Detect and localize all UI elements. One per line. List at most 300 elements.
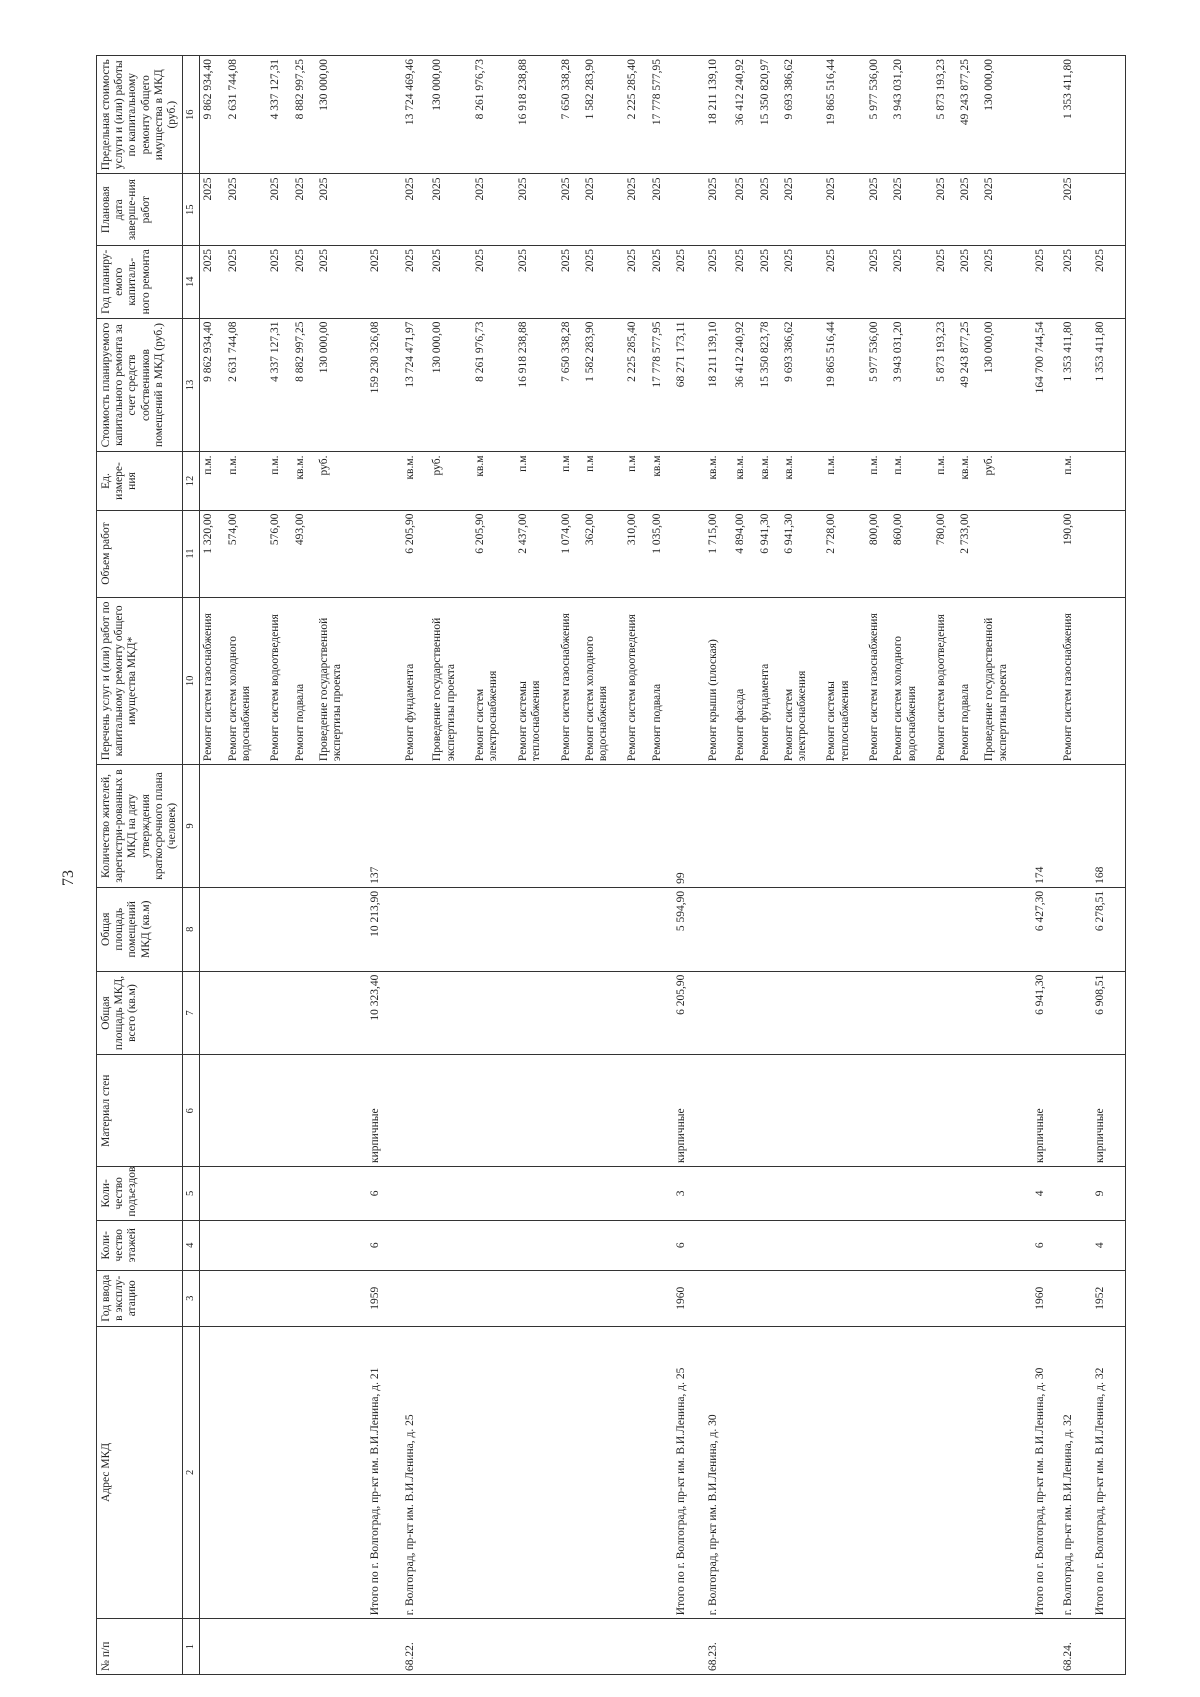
cell-volume [359, 510, 394, 597]
cell-unit: руб. [316, 452, 359, 510]
cell-entrances [429, 1167, 472, 1221]
cell-wall-material [200, 1055, 225, 1167]
cell-work-type: Ремонт систем газоснабжения [558, 597, 582, 764]
cell-residents [200, 765, 225, 888]
cell-wall-material: кирпичные [1024, 1055, 1059, 1167]
cell-work-type: Ремонт систем холодного водоснабжения [225, 597, 268, 764]
table-filler-row [1119, 56, 1125, 1675]
cell-premises-area [515, 887, 558, 971]
table-row [933, 56, 957, 1675]
cell-limit-cost [359, 56, 394, 175]
cell-work-type: Ремонт подвала [957, 597, 981, 764]
cell-floors [225, 1220, 268, 1270]
cell-unit: кв.м. [697, 452, 732, 510]
cell-wall-material [472, 1055, 515, 1167]
cell-address: Итого по г. Волгоград, пр-кт им. В.И.Ленина, д. 25 [673, 1326, 697, 1619]
cell-unit [1084, 452, 1119, 510]
cell-cost: 130 000,00 [981, 318, 1024, 452]
cell-cost: 13 724 471,97 [394, 318, 429, 452]
cell-unit: п.м. [933, 452, 957, 510]
cell-residents [267, 765, 291, 888]
cell-repair-year: 2025 [732, 245, 756, 318]
cell-total-area [933, 971, 957, 1055]
cell-repair-year: 2025 [866, 245, 890, 318]
cell-repair-year: 2025 [1084, 245, 1119, 318]
cell-floors [1060, 1220, 1084, 1270]
cell-address [757, 1326, 781, 1619]
cell-residents [697, 765, 732, 888]
cell-unit: п.м [558, 452, 582, 510]
cell-residents [823, 765, 866, 888]
cell-year-built [1060, 1270, 1084, 1326]
cell-premises-area [225, 887, 268, 971]
col-number: 3 [183, 1270, 200, 1326]
cell-volume: 2 733,00 [957, 510, 981, 597]
table-row [292, 56, 316, 1675]
cell-limit-cost: 130 000,00 [429, 56, 472, 175]
cell-work-type [1084, 597, 1119, 764]
cell-end-date: 2025 [292, 174, 316, 245]
cell-volume: 190,00 [1060, 510, 1084, 597]
cell-cost: 5 977 536,00 [866, 318, 890, 452]
cell-end-date: 2025 [316, 174, 359, 245]
cell-floors [781, 1220, 824, 1270]
cell-end-date [359, 174, 394, 245]
page-number-area [60, 55, 94, 1675]
cell-wall-material [757, 1055, 781, 1167]
col-header: Коли-чество подъездов [97, 1167, 183, 1221]
cell-work-type: Ремонт систем электроснабжения [781, 597, 824, 764]
cell-volume [1024, 510, 1059, 597]
col-number: 11 [183, 510, 200, 597]
cell-address [933, 1326, 957, 1619]
cell-limit-cost: 9 862 934,40 [200, 56, 225, 175]
cell-premises-area [558, 887, 582, 971]
cell-end-date: 2025 [732, 174, 756, 245]
cell-year-built: 1959 [359, 1270, 394, 1326]
cell-floors [757, 1220, 781, 1270]
table-row [781, 56, 824, 1675]
cell-total-area [225, 971, 268, 1055]
cell-total-area [394, 971, 429, 1055]
cell-residents [394, 765, 429, 888]
cell-end-date: 2025 [267, 174, 291, 245]
table-row [472, 56, 515, 1675]
cell-unit: кв.м [649, 452, 673, 510]
cell-entrances [981, 1167, 1024, 1221]
cell-volume: 2 437,00 [515, 510, 558, 597]
cell-number [1084, 1619, 1119, 1675]
cell-total-area: 6 941,30 [1024, 971, 1059, 1055]
cell-premises-area [200, 887, 225, 971]
cell-year-built: 1960 [673, 1270, 697, 1326]
cell-work-type: Ремонт систем холодного водоснабжения [582, 597, 625, 764]
cell-cost: 2 225 285,40 [624, 318, 648, 452]
cell-cost: 18 211 139,10 [697, 318, 732, 452]
cell-floors [267, 1220, 291, 1270]
cell-year-built [316, 1270, 359, 1326]
cell-premises-area [429, 887, 472, 971]
cell-floors: 4 [1084, 1220, 1119, 1270]
cell-number [890, 1619, 933, 1675]
cell-unit [359, 452, 394, 510]
cell-address: Итого по г. Волгоград, пр-кт им. В.И.Ленина, д. 21 [359, 1326, 394, 1619]
cell-limit-cost: 19 865 516,44 [823, 56, 866, 175]
cell-limit-cost: 17 778 577,95 [649, 56, 673, 175]
cell-residents [582, 765, 625, 888]
cell-end-date: 2025 [890, 174, 933, 245]
col-header: Плановая дата заверше-ния работ [97, 174, 183, 245]
cell-year-built [582, 1270, 625, 1326]
cell-repair-year: 2025 [673, 245, 697, 318]
cell-cost: 1 353 411,80 [1060, 318, 1084, 452]
cell-floors [558, 1220, 582, 1270]
table-row [316, 56, 359, 1675]
cell-entrances [866, 1167, 890, 1221]
cell-number [515, 1619, 558, 1675]
table-row [823, 56, 866, 1675]
table-row [1024, 56, 1059, 1675]
cell-entrances: 4 [1024, 1167, 1059, 1221]
cell-premises-area [582, 887, 625, 971]
cell-premises-area [394, 887, 429, 971]
cell-premises-area [781, 887, 824, 971]
cell-cost: 15 350 823,78 [757, 318, 781, 452]
col-number: 14 [183, 245, 200, 318]
cell-number: 68.24. [1060, 1619, 1084, 1675]
cell-number [624, 1619, 648, 1675]
cell-end-date: 2025 [1060, 174, 1084, 245]
cell-volume: 310,00 [624, 510, 648, 597]
cell-limit-cost: 36 412 240,92 [732, 56, 756, 175]
cell-premises-area [1060, 887, 1084, 971]
cell-residents [781, 765, 824, 888]
table-row [757, 56, 781, 1675]
cell-year-built [515, 1270, 558, 1326]
cell-volume: 4 894,00 [732, 510, 756, 597]
cell-repair-year: 2025 [649, 245, 673, 318]
cell-residents [757, 765, 781, 888]
cell-floors [292, 1220, 316, 1270]
cell-residents [624, 765, 648, 888]
cell-total-area [697, 971, 732, 1055]
cell-number [316, 1619, 359, 1675]
table-row [267, 56, 291, 1675]
cell-year-built [267, 1270, 291, 1326]
cell-number [292, 1619, 316, 1675]
cell-repair-year: 2025 [429, 245, 472, 318]
cell-repair-year: 2025 [757, 245, 781, 318]
cell-work-type: Ремонт систем газоснабжения [1060, 597, 1084, 764]
cell-cost: 2 631 744,08 [225, 318, 268, 452]
cell-address [225, 1326, 268, 1619]
col-number: 8 [183, 887, 200, 971]
cell-end-date [1084, 174, 1119, 245]
cell-end-date: 2025 [582, 174, 625, 245]
col-header: Количество жителей, зарегистри-рованных в МКД на дату утверждения краткосрочного плана (человек) [97, 765, 183, 888]
cell-volume [1084, 510, 1119, 597]
cell-limit-cost: 130 000,00 [981, 56, 1024, 175]
cell-total-area [472, 971, 515, 1055]
cell-number [1024, 1619, 1059, 1675]
cell-total-area [732, 971, 756, 1055]
cell-floors [981, 1220, 1024, 1270]
cell-wall-material [624, 1055, 648, 1167]
cell-wall-material: кирпичные [359, 1055, 394, 1167]
cell-floors [957, 1220, 981, 1270]
cell-year-built [757, 1270, 781, 1326]
cell-cost: 9 693 386,62 [781, 318, 824, 452]
cell-repair-year: 2025 [1060, 245, 1084, 318]
table-row [1084, 56, 1119, 1675]
repair-plan-table [96, 55, 1126, 1675]
empty-cell [1119, 597, 1125, 764]
cell-number [472, 1619, 515, 1675]
cell-wall-material [558, 1055, 582, 1167]
cell-floors [624, 1220, 648, 1270]
cell-year-built [558, 1270, 582, 1326]
cell-entrances [292, 1167, 316, 1221]
cell-work-type [1024, 597, 1059, 764]
cell-floors [649, 1220, 673, 1270]
cell-floors: 6 [359, 1220, 394, 1270]
cell-residents [472, 765, 515, 888]
cell-volume [429, 510, 472, 597]
cell-cost: 36 412 240,92 [732, 318, 756, 452]
cell-volume [316, 510, 359, 597]
cell-total-area [316, 971, 359, 1055]
empty-cell [1119, 1270, 1125, 1326]
cell-premises-area [957, 887, 981, 971]
cell-entrances [823, 1167, 866, 1221]
cell-unit: п.м [515, 452, 558, 510]
cell-floors [866, 1220, 890, 1270]
cell-work-type [359, 597, 394, 764]
cell-cost: 130 000,00 [316, 318, 359, 452]
cell-year-built [200, 1270, 225, 1326]
cell-address [957, 1326, 981, 1619]
cell-number [781, 1619, 824, 1675]
cell-premises-area [890, 887, 933, 971]
cell-volume: 1 035,00 [649, 510, 673, 597]
cell-unit: кв.м. [757, 452, 781, 510]
cell-unit: руб. [981, 452, 1024, 510]
cell-entrances [757, 1167, 781, 1221]
cell-cost: 159 230 326,08 [359, 318, 394, 452]
cell-entrances [781, 1167, 824, 1221]
cell-work-type: Ремонт фасада [732, 597, 756, 764]
table-row [890, 56, 933, 1675]
cell-unit: кв.м. [781, 452, 824, 510]
cell-repair-year: 2025 [292, 245, 316, 318]
cell-repair-year: 2025 [933, 245, 957, 318]
cell-entrances [316, 1167, 359, 1221]
cell-entrances [200, 1167, 225, 1221]
cell-limit-cost: 7 650 338,28 [558, 56, 582, 175]
empty-cell [1119, 1619, 1125, 1675]
cell-wall-material [292, 1055, 316, 1167]
cell-entrances [582, 1167, 625, 1221]
cell-wall-material [981, 1055, 1024, 1167]
cell-floors [515, 1220, 558, 1270]
cell-limit-cost: 13 724 469,46 [394, 56, 429, 175]
cell-premises-area [267, 887, 291, 971]
cell-residents [515, 765, 558, 888]
table-row [359, 56, 394, 1675]
col-number: 13 [183, 318, 200, 452]
cell-total-area [200, 971, 225, 1055]
cell-number [981, 1619, 1024, 1675]
cell-entrances [515, 1167, 558, 1221]
cell-wall-material [957, 1055, 981, 1167]
cell-residents [429, 765, 472, 888]
col-header: Перечень услуг и (или) работ по капитальному ремонту общего имущества МКД* [97, 597, 183, 764]
cell-limit-cost: 18 211 139,10 [697, 56, 732, 175]
cell-floors [732, 1220, 756, 1270]
cell-unit: п.м [624, 452, 648, 510]
cell-number: 68.22. [394, 1619, 429, 1675]
cell-address [582, 1326, 625, 1619]
col-number: 15 [183, 174, 200, 245]
cell-wall-material [515, 1055, 558, 1167]
cell-entrances [225, 1167, 268, 1221]
col-number: 12 [183, 452, 200, 510]
cell-work-type: Ремонт фундамента [757, 597, 781, 764]
cell-end-date: 2025 [472, 174, 515, 245]
cell-unit [1024, 452, 1059, 510]
cell-cost: 4 337 127,31 [267, 318, 291, 452]
cell-year-built: 1960 [1024, 1270, 1059, 1326]
cell-address [866, 1326, 890, 1619]
cell-end-date: 2025 [200, 174, 225, 245]
cell-residents [558, 765, 582, 888]
cell-entrances [1060, 1167, 1084, 1221]
cell-wall-material [781, 1055, 824, 1167]
cell-premises-area [316, 887, 359, 971]
cell-residents [316, 765, 359, 888]
cell-limit-cost: 130 000,00 [316, 56, 359, 175]
cell-limit-cost: 16 918 238,88 [515, 56, 558, 175]
cell-address [781, 1326, 824, 1619]
empty-cell [1119, 245, 1125, 318]
cell-total-area [981, 971, 1024, 1055]
cell-residents: 174 [1024, 765, 1059, 888]
cell-floors [429, 1220, 472, 1270]
cell-year-built [933, 1270, 957, 1326]
cell-end-date: 2025 [981, 174, 1024, 245]
cell-repair-year: 2025 [697, 245, 732, 318]
cell-work-type: Ремонт подвала [649, 597, 673, 764]
cell-number [757, 1619, 781, 1675]
col-header: Ед. измере-ния [97, 452, 183, 510]
cell-address [316, 1326, 359, 1619]
cell-limit-cost: 1 353 411,80 [1060, 56, 1084, 175]
col-number: 4 [183, 1220, 200, 1270]
cell-premises-area [472, 887, 515, 971]
cell-entrances [267, 1167, 291, 1221]
col-number: 9 [183, 765, 200, 888]
cell-address [890, 1326, 933, 1619]
cell-unit: п.м. [823, 452, 866, 510]
cell-premises-area [866, 887, 890, 971]
cell-repair-year: 2025 [823, 245, 866, 318]
cell-number [429, 1619, 472, 1675]
cell-address [472, 1326, 515, 1619]
empty-cell [1119, 1055, 1125, 1167]
cell-floors [697, 1220, 732, 1270]
cell-address [624, 1326, 648, 1619]
cell-year-built [472, 1270, 515, 1326]
cell-total-area [1060, 971, 1084, 1055]
cell-wall-material [1060, 1055, 1084, 1167]
cell-number [866, 1619, 890, 1675]
cell-cost: 1 582 283,90 [582, 318, 625, 452]
table-body [200, 56, 1126, 1675]
empty-cell [1119, 765, 1125, 888]
cell-volume: 6 941,30 [757, 510, 781, 597]
cell-repair-year: 2025 [359, 245, 394, 318]
cell-floors [472, 1220, 515, 1270]
col-header: Адрес МКД [97, 1326, 183, 1619]
cell-volume: 1 074,00 [558, 510, 582, 597]
cell-floors [200, 1220, 225, 1270]
cell-repair-year: 2025 [624, 245, 648, 318]
col-header: Предельная стоимость услуги и (или) работы по капитальному ремонту общего имущества в МКД (руб.) [97, 56, 183, 175]
cell-residents [981, 765, 1024, 888]
cell-entrances [649, 1167, 673, 1221]
empty-cell [1119, 971, 1125, 1055]
cell-entrances: 3 [673, 1167, 697, 1221]
cell-premises-area [697, 887, 732, 971]
cell-entrances [697, 1167, 732, 1221]
cell-floors [316, 1220, 359, 1270]
cell-work-type: Ремонт систем водоотведения [933, 597, 957, 764]
cell-cost: 3 943 031,20 [890, 318, 933, 452]
rotated-sheet [60, 55, 1140, 1675]
cell-total-area [890, 971, 933, 1055]
cell-address [200, 1326, 225, 1619]
cell-number [823, 1619, 866, 1675]
cell-total-area: 6 205,90 [673, 971, 697, 1055]
cell-year-built [292, 1270, 316, 1326]
cell-entrances [624, 1167, 648, 1221]
cell-floors [823, 1220, 866, 1270]
cell-volume: 574,00 [225, 510, 268, 597]
col-header: Год ввода в эксплу-атацию [97, 1270, 183, 1326]
cell-repair-year: 2025 [472, 245, 515, 318]
cell-end-date: 2025 [558, 174, 582, 245]
cell-premises-area [981, 887, 1024, 971]
cell-work-type: Ремонт системы теплоснабжения [823, 597, 866, 764]
cell-wall-material [316, 1055, 359, 1167]
cell-end-date: 2025 [781, 174, 824, 245]
table-row [957, 56, 981, 1675]
cell-unit [673, 452, 697, 510]
cell-wall-material [267, 1055, 291, 1167]
cell-number: 68.23. [697, 1619, 732, 1675]
table-row [697, 56, 732, 1675]
cell-unit: кв.м. [732, 452, 756, 510]
cell-work-type: Проведение государственной экспертизы проекта [981, 597, 1024, 764]
cell-wall-material [225, 1055, 268, 1167]
cell-unit: п.м. [1060, 452, 1084, 510]
cell-premises-area [649, 887, 673, 971]
cell-end-date: 2025 [649, 174, 673, 245]
cell-address [267, 1326, 291, 1619]
cell-volume: 576,00 [267, 510, 291, 597]
cell-total-area [866, 971, 890, 1055]
cell-cost: 17 778 577,95 [649, 318, 673, 452]
